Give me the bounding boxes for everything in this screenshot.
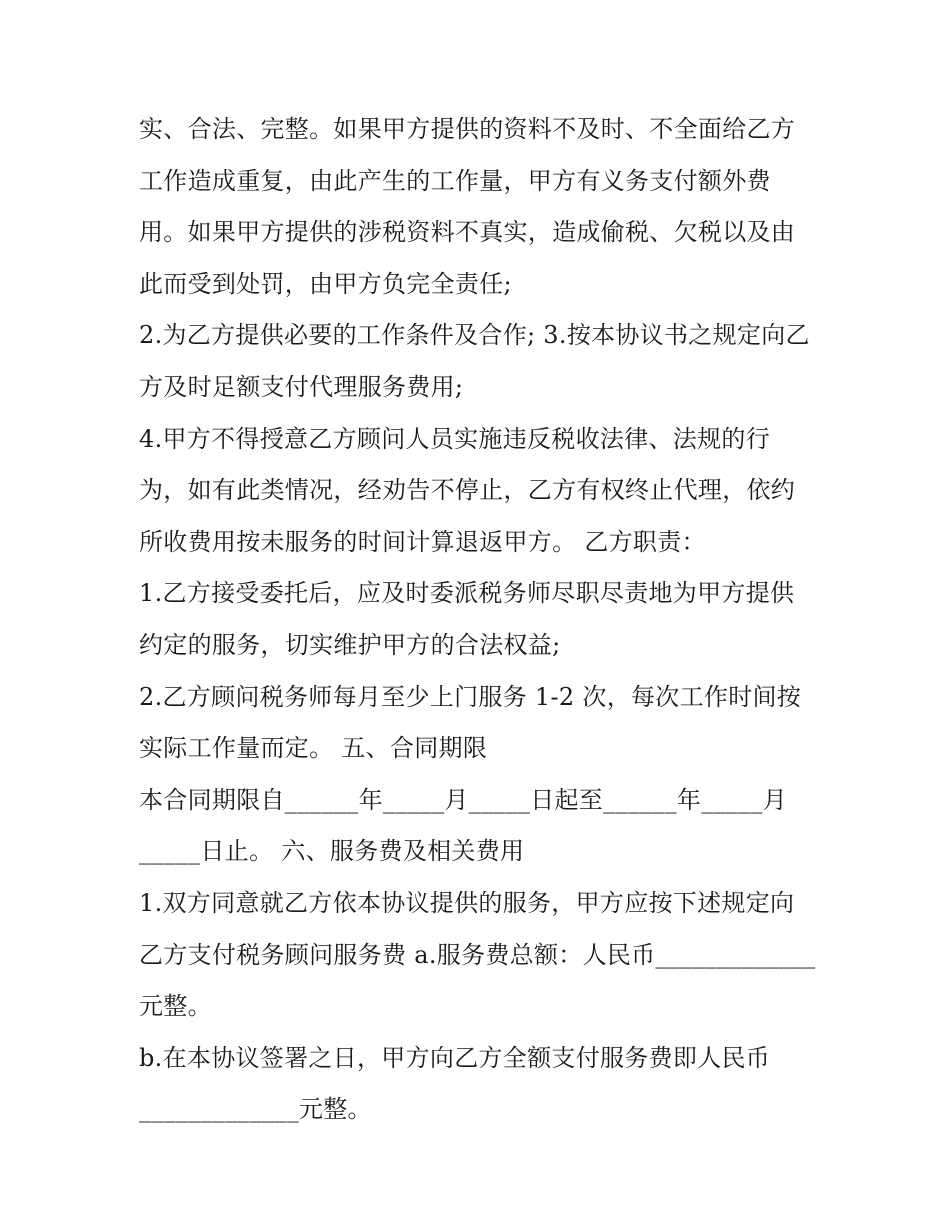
document-line-13: 实际工作量而定。 五、合同期限	[139, 734, 488, 763]
document-line-9: 所收费用按未服务的时间计算退返甲方。 乙方职责：	[139, 527, 706, 556]
document-line-5: 2.为乙方提供必要的工作条件及合作; 3.按本协议书之规定向乙	[139, 321, 810, 350]
document-line-6: 方及时足额支付代理服务费用;	[139, 372, 464, 401]
document-line-19: b.在本协议签署之日，甲方向乙方全额支付服务费即人民币	[139, 1043, 771, 1072]
document-line-1: 实、合法、完整。如果甲方提供的资料不及时、不全面给乙方	[139, 115, 796, 143]
document-line-14: 本合同期限自______年_____月_____日起至______年_____月	[139, 785, 787, 814]
document-line-2: 工作造成重复，由此产生的工作量，甲方有义务支付额外费	[139, 166, 771, 195]
document-line-16: 1.双方同意就乙方依本协议提供的服务，甲方应按下述规定向	[139, 888, 795, 917]
document-line-12: 2.乙方顾问税务师每月至少上门服务 1-2 次，每次工作时间按	[139, 682, 802, 711]
document-body	[139, 104, 819, 1136]
document-line-4: 此而受到处罚，由甲方负完全责任;	[139, 269, 512, 298]
document-line-11: 约定的服务，切实维护甲方的合法权益;	[139, 630, 561, 659]
document-line-15: _____日止。 六、服务费及相关费用	[139, 837, 525, 866]
document-line-10: 1.乙方接受委托后，应及时委派税务师尽职尽责地为甲方提供	[139, 579, 795, 608]
document-line-8: 为，如有此类情况，经劝告不停止，乙方有权终止代理，依约	[139, 476, 796, 505]
document-line-7: 4.甲方不得授意乙方顾问人员实施违反税收法律、法规的行	[139, 424, 770, 453]
document-line-18: 元整。	[139, 992, 212, 1021]
document-line-20: _____________元整。	[139, 1095, 372, 1124]
document-line-17: 乙方支付税务顾问服务费 a.服务费总额：人民币_____________	[139, 940, 816, 969]
document-line-3: 用。如果甲方提供的涉税资料不真实，造成偷税、欠税以及由	[139, 218, 796, 247]
